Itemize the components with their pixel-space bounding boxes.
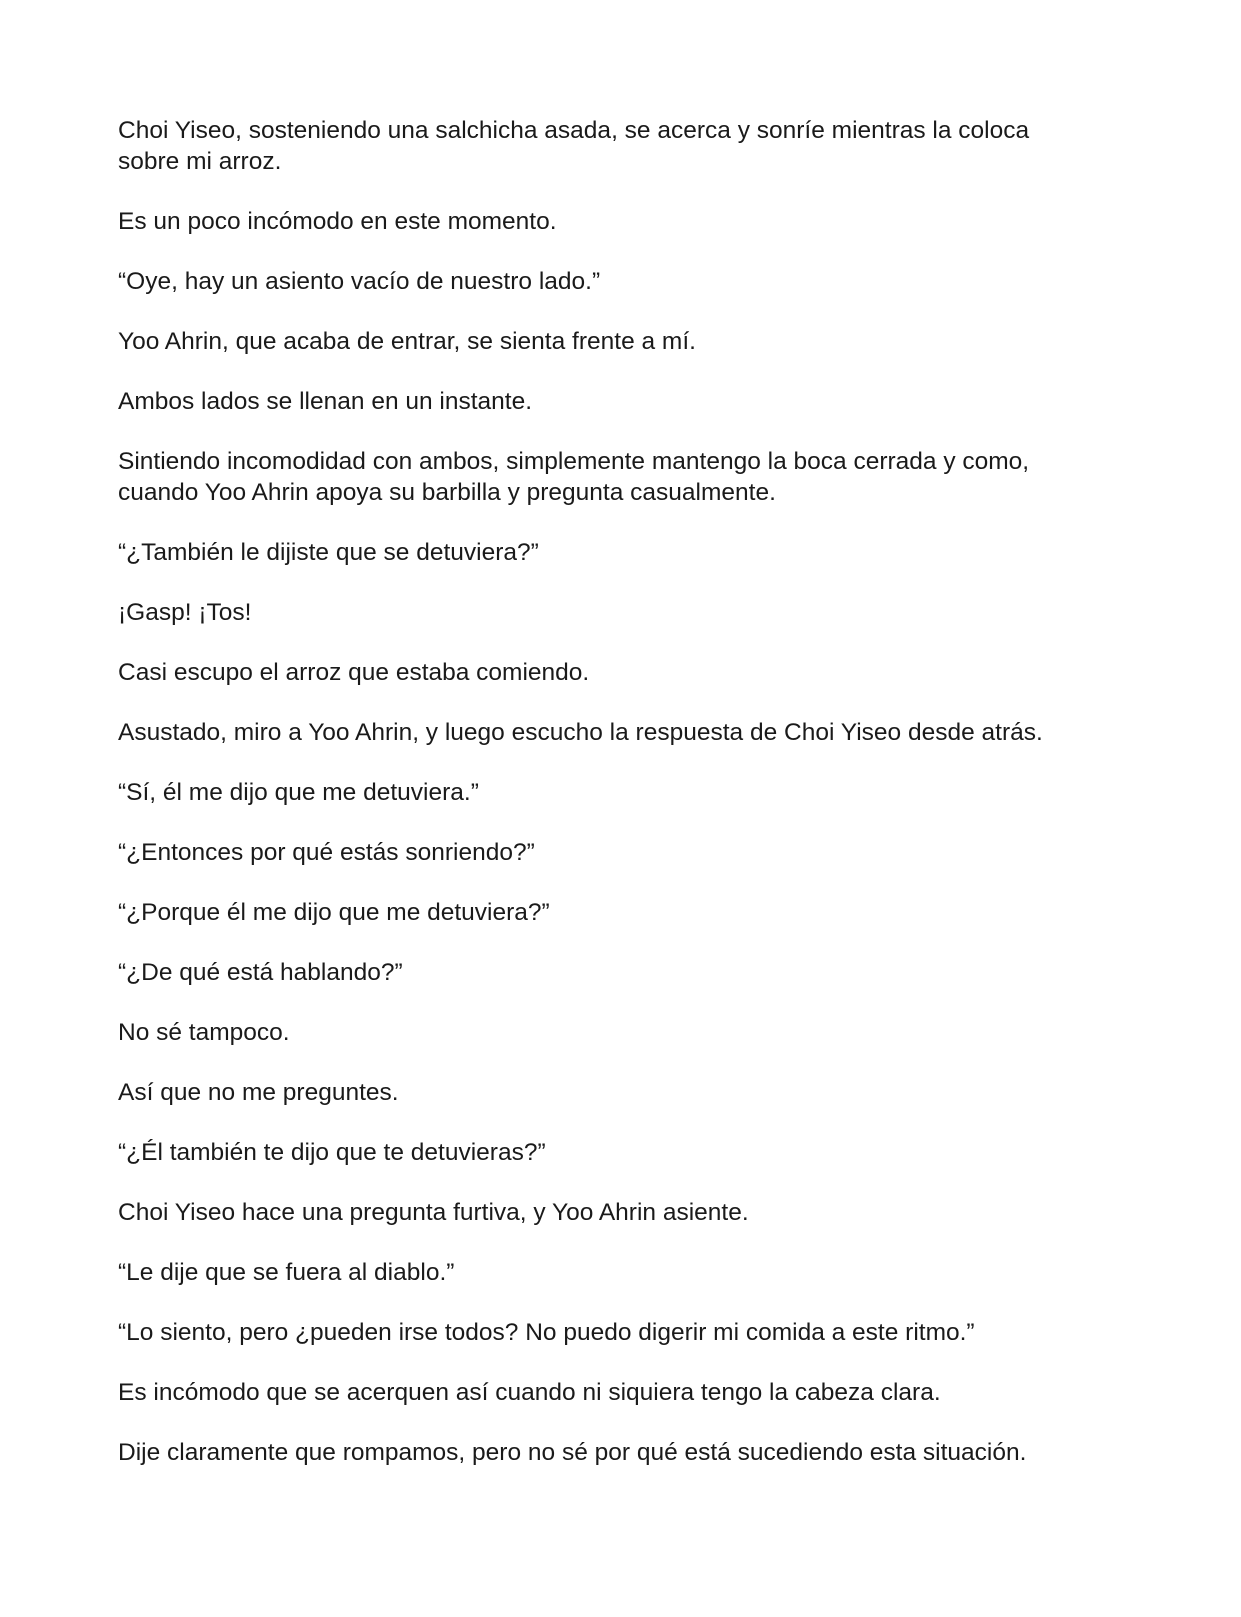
paragraph: Dije claramente que rompamos, pero no sé por qué está sucediendo esta situación. <box>118 1439 1027 1466</box>
paragraph: Yoo Ahrin, que acaba de entrar, se sienta frente a mí. <box>118 328 696 355</box>
paragraph: ¡Gasp! ¡Tos! <box>118 599 252 626</box>
paragraph: Es un poco incómodo en este momento. <box>118 208 557 235</box>
paragraph: “Sí, él me dijo que me detuviera.” <box>118 779 479 806</box>
paragraph: Choi Yiseo hace una pregunta furtiva, y Yoo Ahrin asiente. <box>118 1199 749 1226</box>
paragraph: “Oye, hay un asiento vacío de nuestro lado.” <box>118 268 601 295</box>
paragraph: Ambos lados se llenan en un instante. <box>118 388 533 415</box>
paragraph: Asustado, miro a Yoo Ahrin, y luego escucho la respuesta de Choi Yiseo desde atrás. <box>118 719 1043 746</box>
paragraph: No sé tampoco. <box>118 1019 290 1046</box>
paragraph: “¿Entonces por qué estás sonriendo?” <box>118 839 535 866</box>
paragraph: Sintiendo incomodidad con ambos, simplemente mantengo la boca cerrada y como, cuando Yoo Ahrin apoya su barbilla y pregunta casualmente. <box>118 448 1030 506</box>
paragraph: “Le dije que se fuera al diablo.” <box>118 1259 455 1286</box>
paragraph: Es incómodo que se acerquen así cuando ni siquiera tengo la cabeza clara. <box>118 1379 941 1406</box>
document-body <box>118 115 1078 1497</box>
paragraph: Así que no me preguntes. <box>118 1079 399 1106</box>
paragraph: “¿Porque él me dijo que me detuviera?” <box>118 899 550 926</box>
paragraph: “¿También le dijiste que se detuviera?” <box>118 539 539 566</box>
paragraph: “¿De qué está hablando?” <box>118 959 403 986</box>
paragraph: “¿Él también te dijo que te detuvieras?” <box>118 1139 546 1166</box>
paragraph: Choi Yiseo, sosteniendo una salchicha asada, se acerca y sonríe mientras la coloca sobre mi arroz. <box>118 117 1030 175</box>
paragraph: Casi escupo el arroz que estaba comiendo. <box>118 659 590 686</box>
paragraph: “Lo siento, pero ¿pueden irse todos? No puedo digerir mi comida a este ritmo.” <box>118 1319 975 1346</box>
